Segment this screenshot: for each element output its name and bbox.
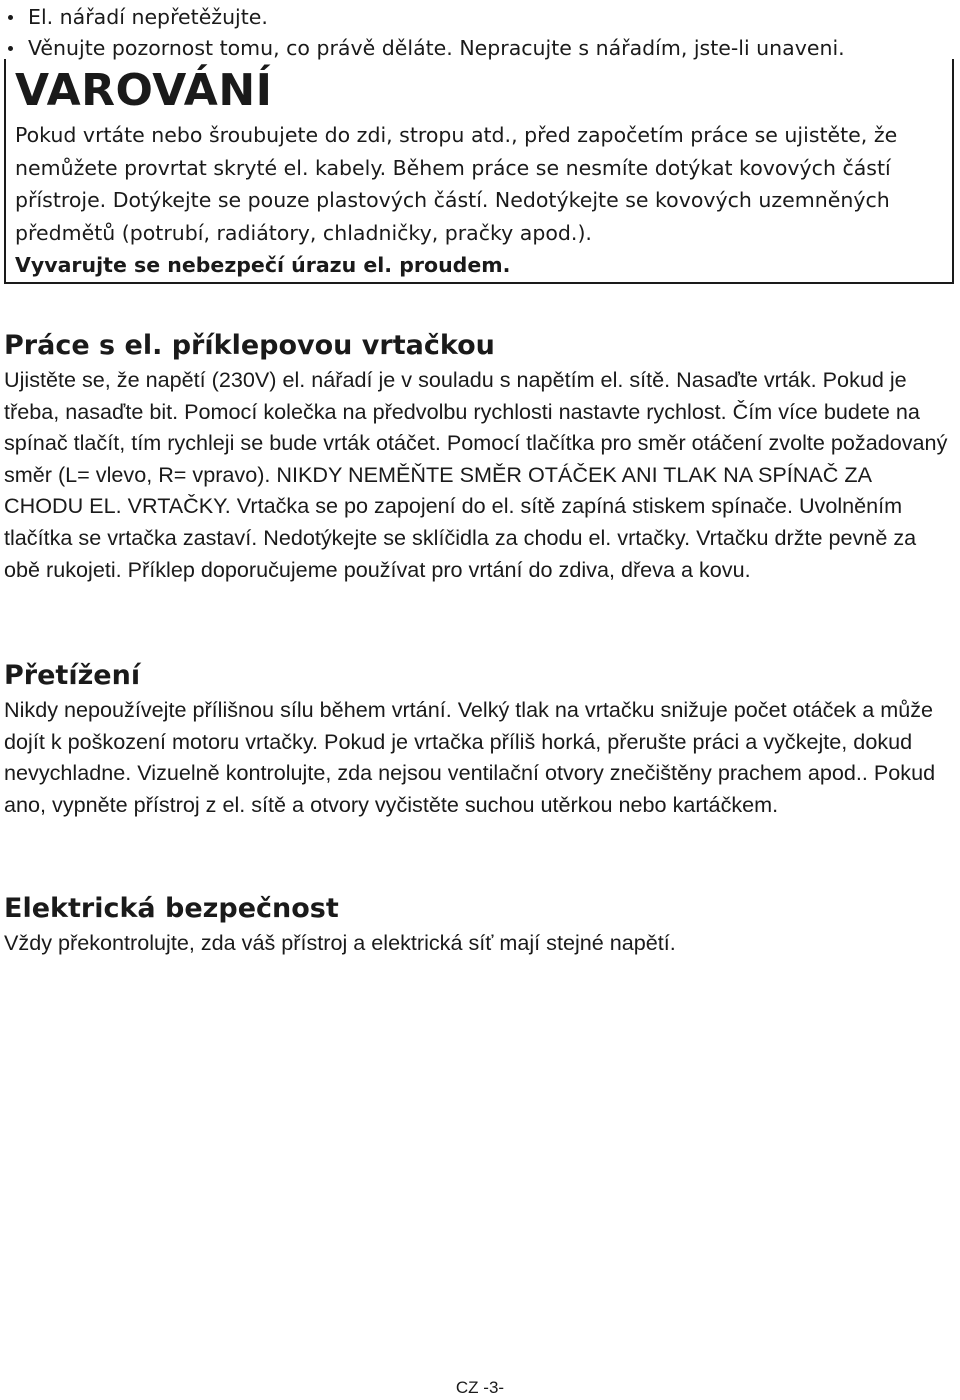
section-body: Ujistěte se, že napětí (230V) el. nářadí je v souladu s napětím el. sítě. Nasaďte vrták. Pokud je třeba, nasaďte bit. Pomocí kolečka na předvolbu rychlosti nastavte rychlost. Čím více budete na spínač tlačít, tím rychleji se bude vrták otáčet. Pomocí tlačítka pro směr otáčení zvolte požadovaný směr (L= vlevo, R= vpravo). NIKDY NEMĚŇTE SMĚR OTÁČEK ANI TLAK NA SPÍNAČ ZA CHODU EL. VRTAČKY. Vrtačka se po zapojení do el. sítě zapíná stiskem spínače. Uvolněním tlačítka se vrtačka zastaví. Nedotýkejte se sklíčidla za chodu el. vrtačky. Vrtačku držte pevně za obě rukojeti. Příklep doporučujeme používat pro vrtání do zdiva, dřeva a kovu.: [4, 367, 948, 582]
bullet-text: El. nářadí nepřetěžujte.: [28, 5, 268, 29]
page-number: CZ -3-: [455, 1378, 505, 1397]
section-impact-drill: [4, 328, 954, 585]
bullet-item: [6, 2, 946, 33]
bullet-dot-icon: [8, 15, 13, 20]
section-title: Práce s el. příklepovou vrtačkou: [4, 330, 495, 361]
warning-text: Pokud vrtáte nebo šroubujete do zdi, stropu atd., před započetím práce se ujistěte, že nemůžete provrtat skryté el. kabely. Během práce se nesmíte dotýkat kovových částí přístroje. Dotýkejte se pouze plastových částí. Nedotýkejte se kovových uzemněných předmětů (potrubí, radiátory, chladničky, pračky apod.).: [15, 123, 898, 245]
bullet-dot-icon: [8, 46, 13, 51]
section-title: Elektrická bezpečnost: [4, 893, 339, 924]
section-title: Přetížení: [4, 660, 141, 691]
safety-bullet-list: [6, 2, 946, 64]
warning-box: [4, 59, 954, 284]
bullet-text: Věnujte pozornost tomu, co právě děláte. Nepracujte s nářadím, jste-li unaveni.: [28, 36, 845, 60]
section-body: Vždy překontrolujte, zda váš přístroj a elektrická síť mají stejné napětí.: [4, 930, 676, 955]
warning-title: VAROVÁNÍ: [15, 65, 273, 116]
section-overload: [4, 658, 954, 820]
section-body: Nikdy nepoužívejte přílišnou sílu během vrtání. Velký tlak na vrtačku snižuje počet otáček a může dojít k poškození motoru vrtačky. Pokud je vrtačka příliš horká, přerušte práci a vyčkejte, dokud nevychladne. Vizuelně kontrolujte, zda nejsou ventilační otvory znečištěny prachem apod.. Pokud ano, vypněte přístroj z el. sítě a otvory vyčistěte suchou utěrkou nebo kartáčkem.: [4, 697, 936, 817]
warning-emphasis: Vyvarujte se nebezpečí úrazu el. proudem.: [15, 253, 511, 277]
section-electrical-safety: [4, 891, 954, 959]
